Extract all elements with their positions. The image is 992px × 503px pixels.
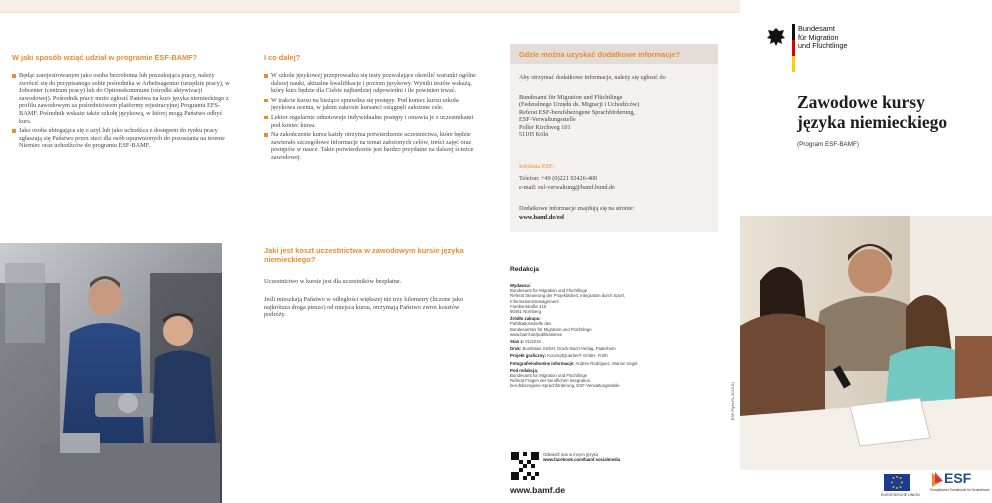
imprint-line: Bundesamt für Migration und Flüchtlinge: [510, 373, 588, 379]
agency-line: und Flüchtlinge: [798, 41, 848, 51]
cover-title-line: Zawodowe kursy: [797, 92, 925, 112]
column-2: [264, 53, 482, 164]
imprint-label: Wydawca:: [510, 283, 531, 288]
bullet-square-icon: [12, 74, 16, 78]
imprint-label: Fotografie/odnośne informacje:: [510, 360, 575, 366]
facebook-link[interactable]: www.facebook.com/bamf.socialmedia: [543, 457, 621, 463]
german-flag-bar: [792, 24, 795, 72]
top-decor-line: [0, 12, 740, 13]
top-decor-strip: [0, 0, 740, 12]
info-box: [510, 44, 718, 232]
imprint-label: Źródło zakupu:: [510, 316, 541, 322]
imprint-line: Bonifatius GmbH, Druck-Buch-Verlag, Paderborn: [522, 346, 616, 352]
qr-code-icon[interactable]: [511, 452, 539, 480]
infoline-label: Infolinia ESF:: [519, 163, 555, 170]
imprint-line: 01/2015: [525, 339, 541, 345]
imprint-line: Referat Steuerung der Projektarbeit, Integration durch Sport,: [510, 293, 626, 299]
imprint-line: KonzeptQuartier® GmbH, Fürth: [547, 353, 608, 359]
info-intro: Aby otrzymać dodatkowe informacje, należy się zgłosić do: [519, 74, 666, 81]
col2-bullet-list: [264, 72, 482, 162]
bullet-square-icon: [12, 129, 16, 133]
imprint-label: Stan z:: [510, 339, 525, 345]
imprint-label: Druk:: [510, 346, 522, 352]
eu-label: EUROPÄISCHE UNION: [881, 493, 920, 497]
bullet-square-icon: [264, 74, 268, 78]
workshop-photo: [0, 243, 222, 503]
web-link[interactable]: www.bamf.de/esf: [519, 214, 565, 221]
address-line: Referat ESF-berufsbezogene Sprachförderung,: [519, 108, 635, 116]
imprint-label: Pod redakcją:: [510, 367, 539, 373]
address-line: 51105 Köln: [519, 131, 549, 139]
list-item: Lektor regularnie odnotowuje indywidualne postępy i omawia je z uczestnikami pod koniec kursu.: [264, 114, 482, 129]
col1-bullet-list: [12, 72, 230, 150]
list-item: Na zakończenie kursu każdy otrzyma potwierdzenie uczestnictwa, które będzie zawierało szczegółowe informacje na temat założonych celów, treści zajęć oraz postępów w nauce. Takie potwierdzenie jest bardzo przydatne na dalszej ścieżce zawodowej.: [264, 131, 482, 161]
bullet-square-icon: [264, 116, 268, 120]
federal-eagle-icon: [766, 26, 786, 50]
imprint-line: Bundesamtes für Migration und Flüchtlinge: [510, 326, 592, 332]
address-line: Bundesamt für Migration und Flüchtlinge: [519, 94, 623, 101]
cover-subtitle: (Program ESF-BAMF): [797, 141, 859, 148]
col1-heading: W jaki sposób wziąć udział w programie ESF-BAMF?: [12, 53, 198, 62]
address-line: Poller Kirchweg 101: [519, 123, 571, 131]
vertical-print-code: ESF-Flyer-PL-2015-01: [731, 381, 735, 420]
imprint-line: Publikationsstelle des: [510, 321, 552, 327]
imprint-line: 90461 Nürnberg: [510, 309, 542, 315]
email-link[interactable]: e-mail: esf-verwaltung@bamf.bund.de: [519, 184, 615, 191]
list-item: W trakcie kursu na bieżąco sprawdza się postępy. Pod koniec kursu szkoła językowa ocenia, w jakim zakresie kursanci osiągnęli założone cele.: [264, 97, 482, 112]
eu-flag-icon: [884, 474, 910, 491]
info-box-heading: Gdzie można uzyskać dodatkowe informacje?: [519, 50, 680, 59]
imprint-line: Informationsmanagement: [510, 298, 559, 304]
agency-line: für Migration: [798, 32, 839, 42]
list-item: Będąc zarejestrowanym jako osoba bezrobotna lub poszukująca pracy, należy zwrócić się do przypisanego sobie pośrednika w Arbeitsagentur (urzędzie pracy), w Jobcenter (centrum pracy) lub do Optionskommune (ośrodki aktywizacji zawodowej). Pośrednik pracy może zgłosić Państwa na kurs języka niemieckiego z profilu zawodowym za pośrednictwem platformy rejestracyjnej Programu EFS-BAMF. Pośrednik wskaże także szkołę językową, w której mogą Państwo odbyć kurs.: [12, 72, 230, 125]
classroom-photo: [740, 216, 992, 470]
esf-caption: Europäischer Sozialfonds für Deutschland: [930, 488, 990, 492]
agency-name: [798, 25, 848, 51]
cover-title-line: języka niemieckiego: [797, 112, 948, 132]
footer-url[interactable]: www.bamf.de: [510, 485, 566, 495]
cover-title: [797, 92, 987, 132]
bullet-square-icon: [264, 99, 268, 103]
cost-heading: Jaki jest koszt uczestnictwa w zawodowym kursie języka niemieckiego?: [264, 246, 464, 264]
address-line: (Federalnego Urzędu ds. Migracji i Uchodźców): [519, 101, 640, 109]
imprint-line: Andres Rodriguez, Marion Vogel: [575, 360, 638, 366]
address-line: ESF-Verwaltungsstelle: [519, 116, 576, 124]
list-item: W szkole językowej przeprowadza się testy pozwalające określić warunki ogólne dalszej nauki, aktualne kwalifikacje i poziom językowy. Wyniki testów wskażą, który kurs będzie dla Ciebie najbardziej odpowiedni i ile powinien trwać.: [264, 72, 482, 95]
column-1: [12, 53, 230, 152]
esf-wordmark: ESF: [944, 470, 972, 486]
agency-line: Bundesamt: [798, 24, 835, 33]
list-item: Jako osoba ubiegająca się o azyl lub jako uchodźca z dostępem do rynku pracy zgłaszają się Państwo przez sieci dla osób uprawnionych do pozostania na terenie Niemiec oraz uchodźców do programu ESF-BAMF.: [12, 127, 230, 150]
web-intro: Dodatkowe informacje znajdują się na stronie:: [519, 205, 635, 212]
phone-line: Telefon: +49 (0)221 92426-400: [519, 175, 598, 182]
imprint-title: Redakcja: [510, 266, 539, 273]
qr-caption-line: Odwiedź nas w innym języku: [543, 452, 599, 457]
imprint-line: www.bamf.de/publikationen: [510, 331, 563, 337]
esf-logo-icon: [930, 471, 944, 489]
cost-paragraph-2: Jeśli mieszkają Państwo w odległości większej niż trzy kilometry (liczone jako najkrótsza droga pieszo) od miejsca kursu, otrzymają Państwo zwrot kosztów podróży.: [264, 296, 463, 319]
imprint-line: Bundesamt für Migration und Flüchtlinge: [510, 288, 588, 294]
imprint-line: berufsbezogene Sprachförderung, ESF-Verwaltungsstelle: [510, 383, 620, 389]
imprint-label: Projekt graficzny:: [510, 353, 547, 359]
imprint-line: Referat Fragen der beruflichen Integration,: [510, 378, 592, 384]
bullet-square-icon: [264, 133, 268, 137]
imprint-line: Frankenstraße 210: [510, 303, 547, 309]
address-block: [519, 94, 715, 138]
imprint-block: [510, 283, 710, 389]
cost-paragraph-1: Uczestnictwo w kursie jest dla uczestników bezpłatne.: [264, 278, 402, 285]
col2-heading: I co dalej?: [264, 53, 301, 62]
qr-caption: [543, 452, 713, 462]
